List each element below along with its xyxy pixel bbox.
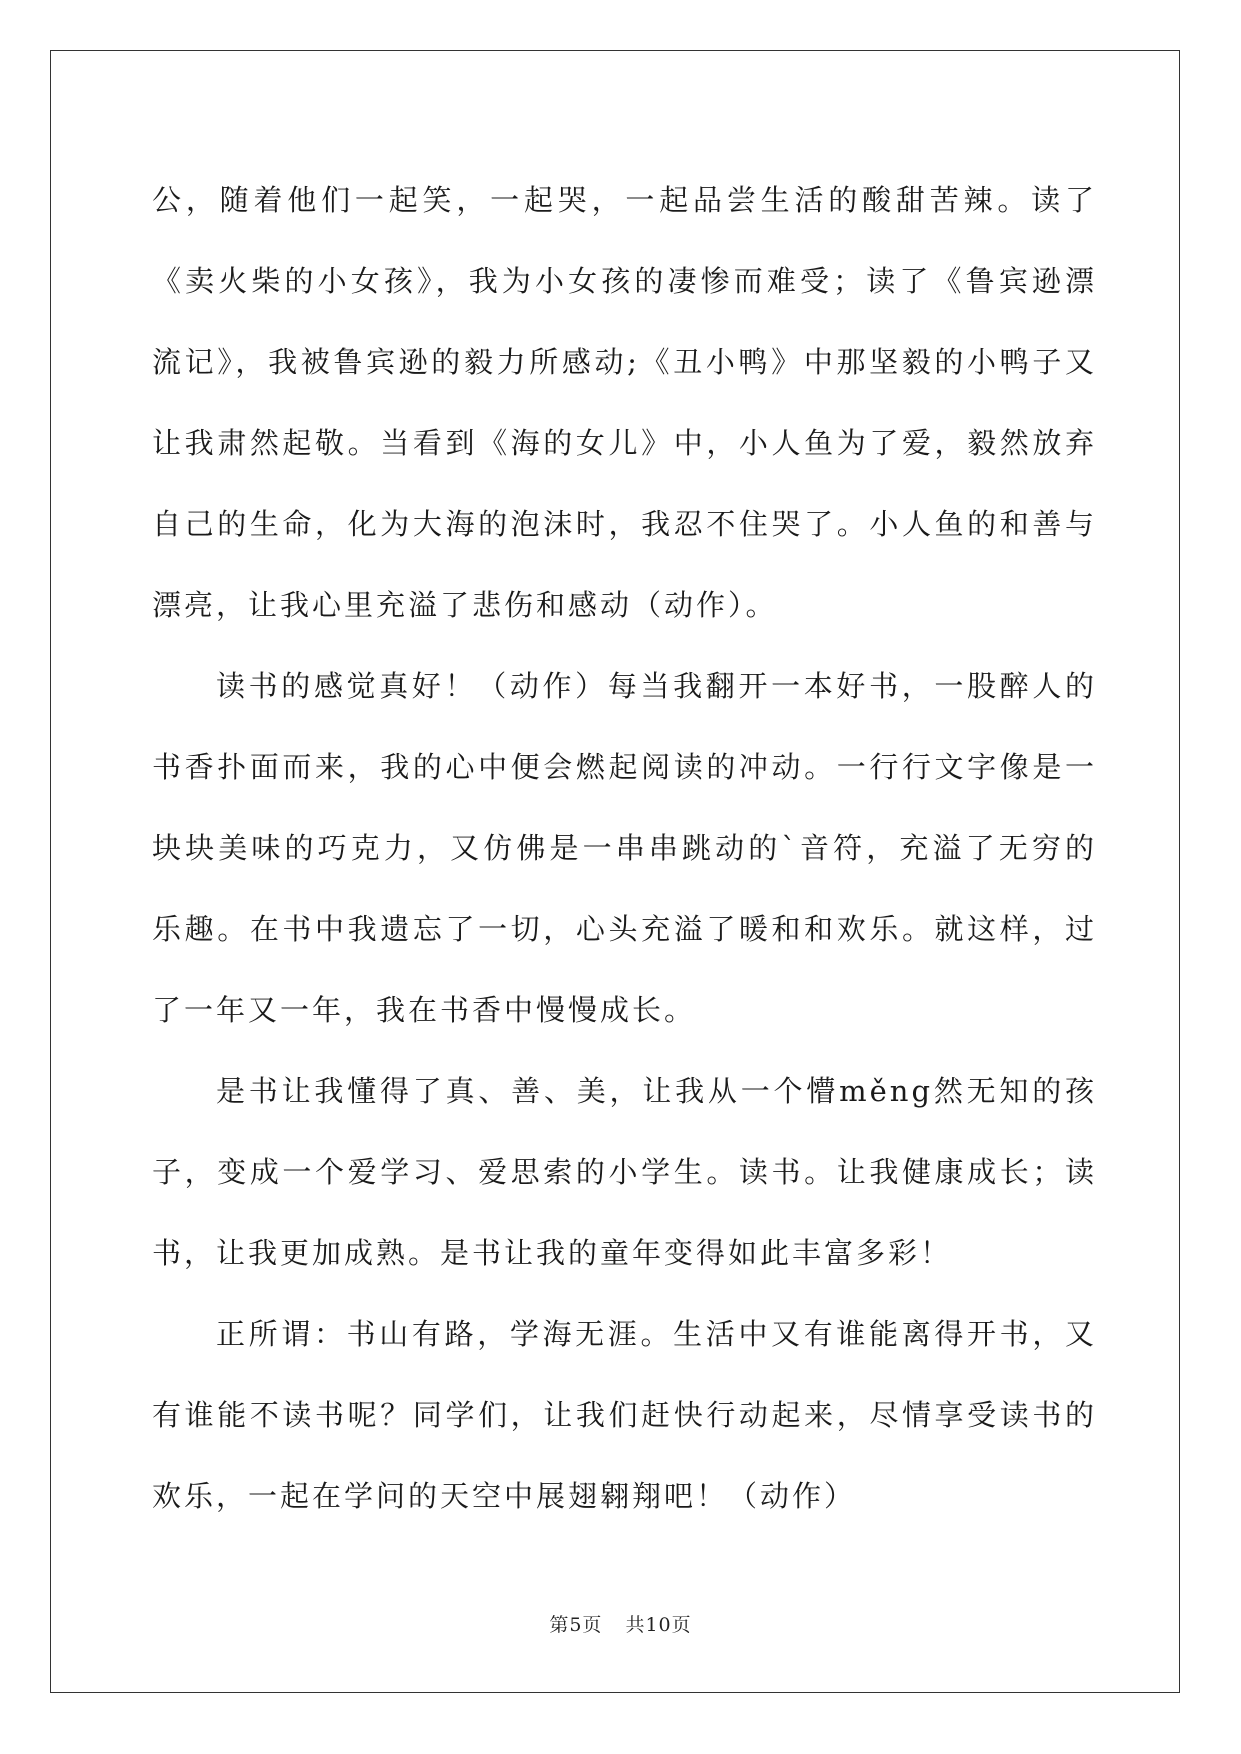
document-body (152, 160, 1097, 1537)
paragraph-4: 正所谓：书山有路，学海无涯。生活中又有谁能离得开书，又有谁能不读书呢？同学们，让我们赶快行动起来，尽情享受读书的欢乐，一起在学问的天空中展翅翱翔吧！（动作） (152, 1317, 1097, 1513)
page-number: 第5页 (549, 1614, 603, 1636)
paragraph-3: 是书让我懂得了真、善、美，让我从一个懵měng然无知的孩子，变成一个爱学习、爱思索的小学生。读书。让我健康成长；读书，让我更加成熟。是书让我的童年变得如此丰富多彩！ (152, 1074, 1097, 1270)
page-total: 共10页 (625, 1614, 692, 1636)
paragraph-2: 读书的感觉真好！（动作）每当我翻开一本好书，一股醉人的书香扑面而来，我的心中便会燃起阅读的冲动。一行行文字像是一块块美味的巧克力，又仿佛是一串串跳动的`音符，充溢了无穷的乐趣。在书中我遗忘了一切，心头充溢了暖和和欢乐。就这样，过了一年又一年，我在书香中慢慢成长。 (152, 669, 1097, 1027)
paragraph-1: 公，随着他们一起笑，一起哭，一起品尝生活的酸甜苦辣。读了《卖火柴的小女孩》，我为小女孩的凄惨而难受；读了《鲁宾逊漂流记》，我被鲁宾逊的毅力所感动;《丑小鸭》中那坚毅的小鸭子又让我肃然起敬。当看到《海的女儿》中，小人鱼为了爱，毅然放弃自己的生命，化为大海的泡沫时，我忍不住哭了。小人鱼的和善与漂亮，让我心里充溢了悲伤和感动（动作）。 (152, 183, 1097, 622)
page-footer (0, 1610, 1241, 1637)
